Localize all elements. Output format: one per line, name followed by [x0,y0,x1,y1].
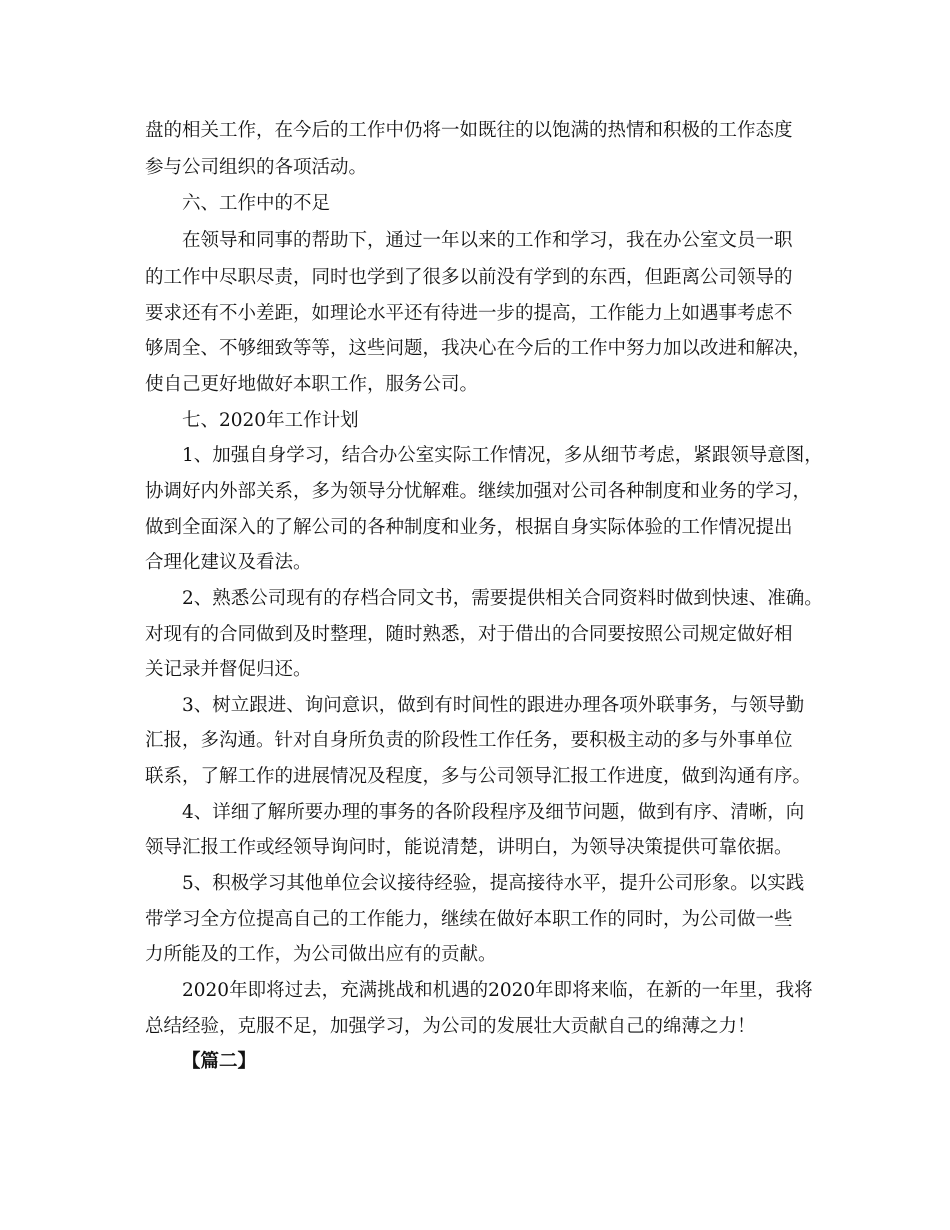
text-line: 关记录并督促归还。 [145,659,312,680]
text-line: 2020年即将过去，充满挑战和机遇的2020年即将来临，在新的一年里，我将 [182,980,813,1001]
section-heading: 六、工作中的不足 [182,193,331,214]
text-line: 的工作中尽职尽责，同时也学到了很多以前没有学到的东西，但距离公司领导的 [145,267,793,288]
text-line: 做到全面深入的了解公司的各种制度和业务，根据自身实际体验的工作情况提出 [145,517,793,538]
text-line: 参与公司组织的各项活动。 [145,157,368,178]
text-line: 够周全、不够细致等等，这些问题，我决心在今后的工作中努力加以改进和解决， [145,338,812,359]
text-line: 2、熟悉公司现有的存档合同文书，需要提供相关合同资料时做到快速、准确。 [182,588,823,609]
text-line: 总结经验，克服不足，加强学习，为公司的发展壮大贡献自己的绵薄之力！ [145,1016,756,1037]
text-line: 5、积极学习其他单位会议接待经验，提高接待水平，提升公司形象。以实践 [182,873,805,894]
text-line: 盘的相关工作，在今后的工作中仍将一如既往的以饱满的热情和积极的工作态度 [145,120,793,141]
text-line: 协调好内外部关系，多为领导分忧解难。继续加强对公司各种制度和业务的学习， [145,481,812,502]
text-line: 4、详细了解所要办理的事务的各阶段程序及细节问题，做到有序、清晰，向 [182,802,805,823]
section-heading: 【篇二】 [182,1051,257,1072]
text-line: 3、树立跟进、询问意识，做到有时间性的跟进办理各项外联事务，与领导勤 [182,695,805,716]
text-line: 在领导和同事的帮助下，通过一年以来的工作和学习，我在办公室文员一职 [182,230,793,251]
text-line: 使自己更好地做好本职工作，服务公司。 [145,374,479,395]
text-line: 要求还有不小差距，如理论水平还有待进一步的提高，工作能力上如遇事考虑不 [145,303,793,324]
text-line: 合理化建议及看法。 [145,552,312,573]
text-line: 1、加强自身学习，结合办公室实际工作情况，多从细节考虑，紧跟领导意图， [182,445,823,466]
text-line: 领导汇报工作或经领导询问时，能说清楚，讲明白，为领导决策提供可靠依据。 [145,837,793,858]
section-heading: 七、2020年工作计划 [182,410,359,431]
text-line: 汇报，多沟通。针对自身所负责的阶段性工作任务，要积极主动的多与外事单位 [145,730,793,751]
text-line: 联系，了解工作的进展情况及程度，多与公司领导汇报工作进度，做到沟通有序。 [145,766,812,787]
text-line: 带学习全方位提高自己的工作能力，继续在做好本职工作的同时，为公司做一些 [145,909,793,930]
text-line: 力所能及的工作，为公司做出应有的贡献。 [145,944,497,965]
text-line: 对现有的合同做到及时整理，随时熟悉，对于借出的合同要按照公司规定做好相 [145,624,793,645]
